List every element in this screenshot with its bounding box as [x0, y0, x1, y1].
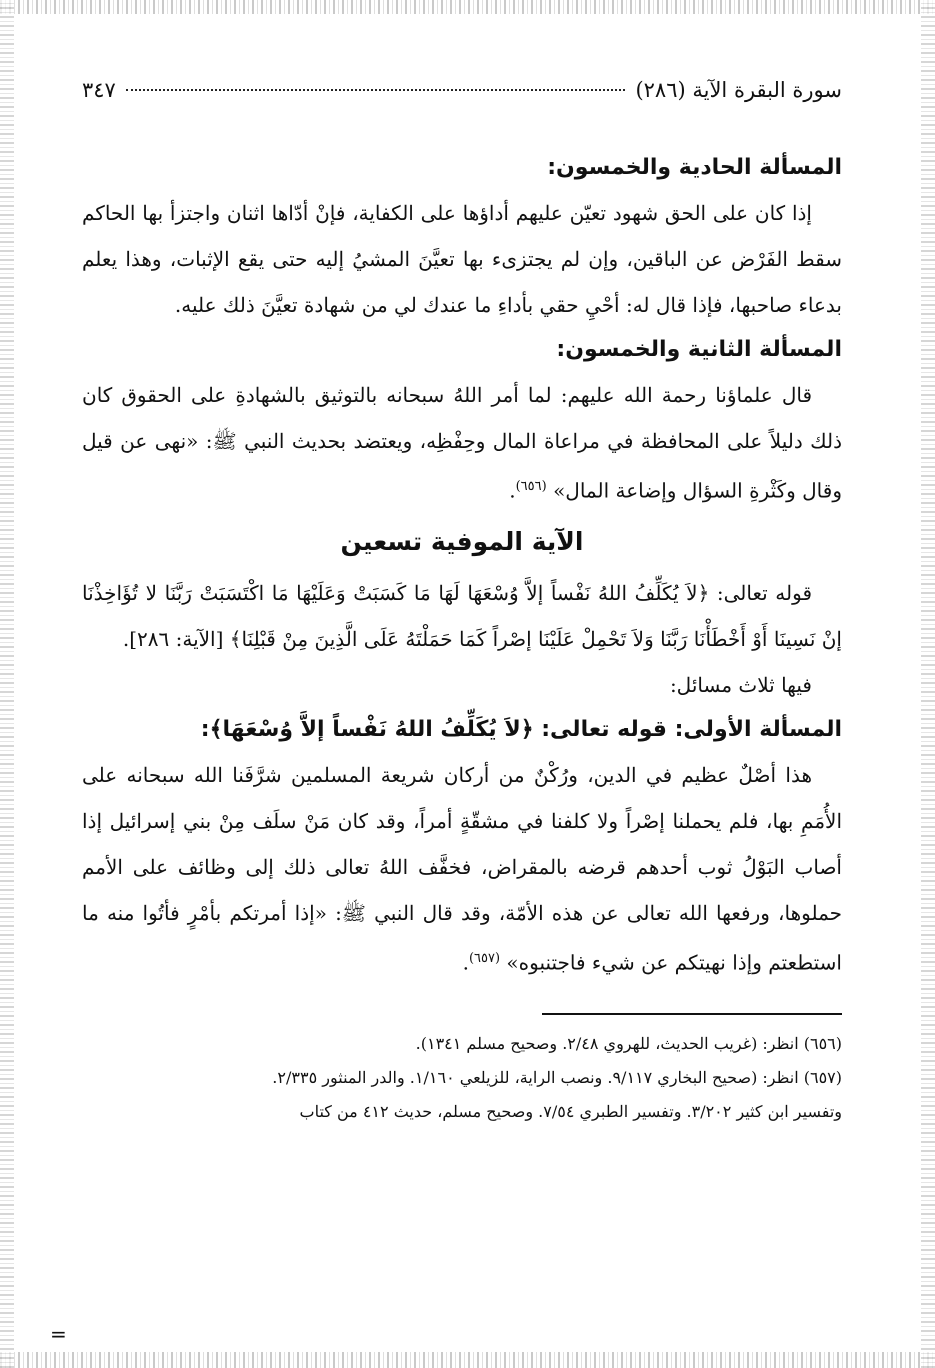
footnote-continuation-mark: =	[50, 1322, 67, 1346]
page-border-left	[0, 0, 14, 1368]
issue-1-paragraph: هذا أصْلٌ عظيم في الدين، ورُكْنٌ من أركان شريعة المسلمين شرَّفَنا الله سبحانه على الأُمَمِ بها، فلم يحملنا إصْراً ولا كلفنا في مشقّةٍ أمراً، وقد كان مَنْ سلَف مِنْ بني إسرائيل إذا أصاب البَوْلُ ثوب أحدهم قرضه بالمقراض، فخفَّف اللهُ تعالى ذلك إلى وظائف على الأمم حملوها، ورفعها الله تعالى عن هذه الأمّة، وقد قال النبي ﷺ: «إذا أمرتكم بأمْرٍ فأتُوا منه ما استطعتم وإذا نهيتكم عن شيء فاجتنبوه» $^{(٦٥٧)}$.	[82, 762, 842, 975]
footnote-657-line-2: وتفسير ابن كثير ٣/٢٠٢. وتفسير الطبري ٧/٥٤. وصحيح مسلم، حديث ٤١٢ من كتاب	[299, 1102, 842, 1122]
page-border-bottom	[0, 1352, 935, 1368]
ayah-text: قوله تعالى: ﴿لاَ يُكَلِّفُ اللهُ نَفْساً إلاَّ وُسْعَهَا لَهَا مَا كَسَبَتْ وَعَلَيْهَا مَا اكْتَسَبَتْ رَبَّنَا لا تُؤَاخِذْنَا إنْ نَسِينَا أَوْ أَخْطَأْنَا رَبَّنَا وَلاَ تَحْمِلْ عَلَيْنَا إصْراً كَمَا حَمَلْتَهُ عَلَى الَّذِينَ مِنْ قَبْلِنَا﴾ [الآية: ٢٨٦].	[82, 580, 842, 651]
footnote-ref-657[interactable]: (٦٥٧)	[468, 950, 501, 966]
footnote-ref-656[interactable]: (٦٥٦)	[515, 479, 547, 494]
page-number: ٣٤٧	[82, 78, 116, 102]
issues-intro: فيها ثلاث مسائل:	[669, 672, 812, 697]
surah-title: سورة البقرة الآية (٢٨٦)	[635, 78, 842, 102]
page-border-top	[0, 0, 935, 14]
header-dot-leader	[126, 89, 626, 91]
issue-52-paragraph: قال علماؤنا رحمة الله عليهم: لما أمر اللهُ سبحانه بالتوثيق بالشهادةِ على الحقوق كان ذلك دليلاً على المحافظة في مراعاة المال وحِفْظِه، ويعتضد بحديث النبي ﷺ: «نهى عن قيل وقال وكَثْرةِ السؤال وإضاعة المال» $^{(٦٥٦)}$.	[82, 383, 842, 503]
page-body	[82, 70, 842, 1129]
footnote-656: (٦٥٦) انظر: (غريب الحديث، للهروي ٢/٤٨. وصحيح مسلم ١٣٤١).	[415, 1034, 842, 1054]
ayah-heading: الآية الموفية تسعين	[340, 526, 584, 556]
footnote-separator	[542, 1013, 842, 1015]
issue-51-text: إذا كان على الحق شهود تعيّن عليهم أداؤها على الكفاية، فإنْ أدّاها اثنان واجتزأ بها الحاكم سقط الفَرْض عن الباقين، وإن لم يجتزىء بها تعيَّنَ المشيُ إليه حتى يقع الإثبات، وهذا يعلم بدعاء صاحبها، فإذا قال له: أحْيِ حقي بأداءِ ما عندك لي من شهادة تعيَّنَ ذلك عليه.	[82, 201, 842, 317]
issue-52-heading: المسألة الثانية والخمسون:	[556, 337, 842, 362]
running-header	[82, 70, 842, 110]
issue-1-heading: المسألة الأولى: قوله تعالى: ﴿لاَ يُكَلِّفُ اللهُ نَفْساً إلاَّ وُسْعَهَا﴾:	[200, 716, 842, 742]
page-border-right	[921, 0, 935, 1368]
issue-52-text: قال علماؤنا رحمة الله عليهم: لما أمر اللهُ سبحانه بالتوثيق بالشهادةِ على الحقوق كان ذلك دليلاً على المحافظة في مراعاة المال وحِفْظِه، ويعتضد بحديث النبي ﷺ: «نهى عن قيل وقال وكَثْرةِ السؤال وإضاعة المال»	[82, 383, 842, 503]
issue-1-text: هذا أصْلٌ عظيم في الدين، ورُكْنٌ من أركان شريعة المسلمين شرَّفَنا الله سبحانه على الأُمَمِ بها، فلم يحملنا إصْراً ولا كلفنا في مشقّةٍ أمراً، وقد كان مَنْ سلَف مِنْ بني إسرائيل إذا أصاب البَوْلُ ثوب أحدهم قرضه بالمقراض، فخفَّف اللهُ تعالى ذلك إلى وظائف على الأمم حملوها، ورفعها الله تعالى عن هذه الأمّة، وقد قال النبي ﷺ: «إذا أمرتكم بأمْرٍ فأتُوا منه ما استطعتم وإذا نهيتكم عن شيء فاجتنبوه»	[82, 762, 842, 975]
issue-51-heading: المسألة الحادية والخمسون:	[547, 155, 842, 180]
footnote-657-line-1: (٦٥٧) انظر: (صحيح البخاري ٩/١١٧. ونصب الراية، للزيلعي ١/١٦٠. والدر المنثور ٢/٣٣٥.	[272, 1068, 842, 1088]
